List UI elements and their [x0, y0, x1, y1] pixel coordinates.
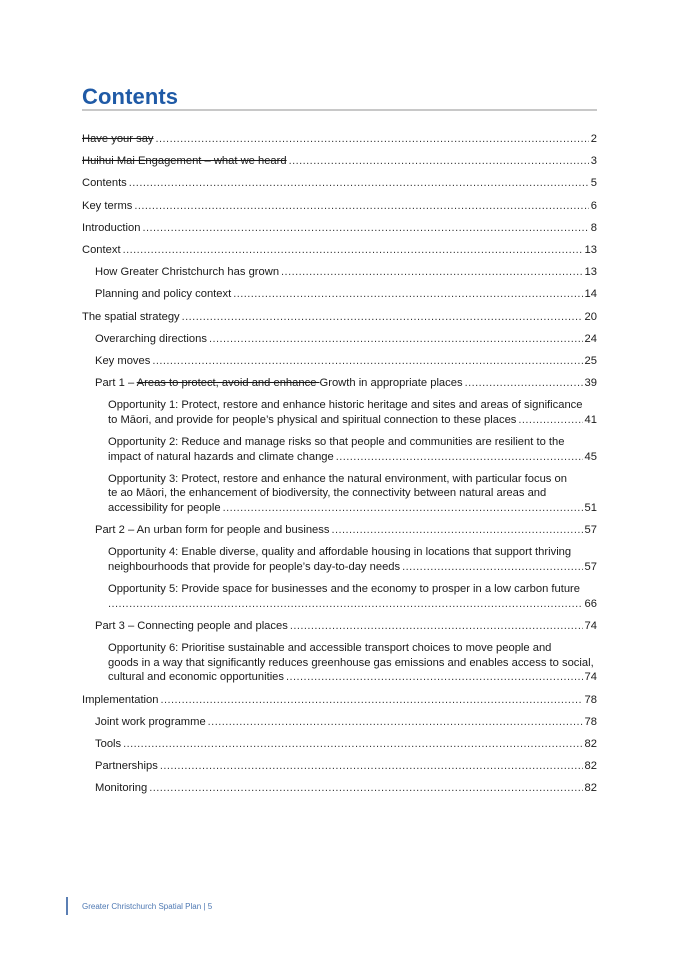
- toc-entry-text: accessibility for people: [108, 502, 221, 514]
- toc-page-number: 25: [584, 354, 597, 367]
- toc-page-number: 74: [584, 619, 597, 632]
- toc-entry-text-line-1: Opportunity 4: Enable diverse, quality and affordable housing in locations that support thriving: [108, 546, 572, 559]
- toc-leader: [336, 450, 583, 465]
- toc-page-number: 57: [584, 524, 597, 537]
- toc-entry-part-2[interactable]: [82, 523, 597, 538]
- toc-page-number: 2: [590, 133, 597, 145]
- toc-entry-planning-policy[interactable]: [82, 287, 597, 302]
- toc-page-number: 13: [584, 243, 597, 256]
- toc-page-number: 41: [584, 413, 597, 426]
- toc-entry-text: How Greater Christchurch has grown: [95, 266, 280, 279]
- table-of-contents: [82, 132, 597, 803]
- toc-leader: [142, 221, 588, 236]
- toc-leader: [465, 376, 583, 391]
- toc-leader: [518, 413, 582, 428]
- toc-entry-implementation[interactable]: [82, 693, 597, 708]
- toc-page-number: 13: [584, 266, 597, 279]
- toc-entry-tools[interactable]: [82, 737, 597, 752]
- toc-entry-text: The spatial strategy: [82, 310, 180, 323]
- toc-leader: [123, 243, 583, 258]
- toc-entry-text: Context: [82, 243, 121, 256]
- toc-entry-text: Monitoring: [95, 782, 148, 795]
- toc-entry-text-line-1: Opportunity 6: Prioritise sustainable and accessible transport choices to move people and: [108, 642, 552, 655]
- toc-entry-contents[interactable]: [82, 176, 597, 191]
- toc-entry-text: Part 2 – An urban form for people and business: [95, 524, 330, 537]
- toc-leader: [152, 354, 582, 369]
- toc-entry-text: neighbourhoods that provide for people’s day-to-day needs: [108, 560, 401, 573]
- toc-entry-part-3[interactable]: [82, 619, 597, 634]
- toc-page-number: 74: [584, 671, 597, 684]
- toc-entry-spatial-strategy[interactable]: [82, 310, 597, 325]
- toc-entry-text: Contents: [82, 177, 127, 190]
- toc-entry-text: Huihui Mai Engagement – what we heard: [82, 155, 287, 168]
- toc-entry-part-1[interactable]: [82, 376, 597, 391]
- toc-entry-text: Planning and policy context: [95, 288, 232, 301]
- toc-entry-text: Overarching directions: [95, 332, 207, 345]
- toc-page-number: 20: [584, 310, 597, 323]
- toc-page-number: 82: [584, 737, 597, 750]
- toc-leader: [286, 670, 583, 685]
- toc-entry-text: Have your say: [82, 133, 154, 145]
- toc-page-number: 51: [584, 502, 597, 514]
- toc-entry-new-text: Growth in appropriate places: [319, 377, 463, 390]
- toc-entry-opportunity-3[interactable]: [82, 472, 597, 516]
- toc-entry-text-line-1: Opportunity 2: Reduce and manage risks so that people and communities are resilient to the: [108, 436, 565, 449]
- toc-leader: [223, 501, 583, 516]
- toc-entry-text-line-2: te ao Māori, the enhancement of biodiversity, the connectivity between natural areas and: [108, 487, 547, 500]
- toc-entry-text: to Māori, and provide for people’s physical and spiritual connection to these places: [108, 413, 517, 426]
- toc-entry-have-your-say[interactable]: [82, 132, 597, 147]
- toc-entry-text: Partnerships: [95, 760, 158, 773]
- page-title: Contents: [82, 84, 179, 109]
- toc-entry-partnerships[interactable]: [82, 759, 597, 774]
- toc-entry-key-moves[interactable]: [82, 354, 597, 369]
- toc-entry-text-line-1: Opportunity 5: Provide space for businesses and the economy to prosper in a low carbon future: [108, 583, 581, 596]
- toc-page-number: 6: [590, 199, 597, 212]
- toc-leader: [156, 132, 589, 147]
- toc-leader: [402, 560, 582, 575]
- toc-entry-opportunity-2[interactable]: [82, 435, 597, 464]
- toc-entry-key-terms[interactable]: [82, 199, 597, 214]
- toc-leader: [281, 265, 583, 280]
- toc-entry-text-line-2: goods in a way that significantly reduces greenhouse gas emissions and enables access to social,: [108, 656, 594, 669]
- toc-entry-text: impact of natural hazards and climate change: [108, 450, 334, 463]
- toc-page-number: 78: [584, 715, 597, 728]
- toc-leader: [108, 597, 583, 612]
- toc-entry-text: Tools: [95, 737, 122, 750]
- toc-page-number: 24: [584, 332, 597, 345]
- toc-leader: [233, 287, 582, 302]
- toc-leader: [129, 176, 589, 191]
- toc-entry-opportunity-1[interactable]: [82, 398, 597, 427]
- toc-leader: [134, 199, 588, 214]
- toc-leader: [331, 523, 582, 538]
- toc-entry-introduction[interactable]: [82, 221, 597, 236]
- footer-accent-bar: [66, 897, 68, 915]
- toc-leader: [290, 619, 583, 634]
- toc-page-number: 5: [590, 177, 597, 190]
- toc-entry-text: Joint work programme: [95, 715, 206, 728]
- title-divider: [82, 109, 597, 111]
- page-footer: Greater Christchurch Spatial Plan | 5: [82, 902, 213, 911]
- toc-page-number: 82: [584, 760, 597, 773]
- toc-page-number: 78: [584, 693, 597, 706]
- toc-entry-monitoring[interactable]: [82, 781, 597, 796]
- toc-entry-struck-text: Areas to protect, avoid and enhance: [136, 377, 320, 390]
- toc-entry-opportunity-5[interactable]: [82, 582, 597, 611]
- toc-entry-text: Key moves: [95, 354, 151, 367]
- toc-entry-text: [95, 376, 463, 391]
- toc-entry-text: cultural and economic opportunities: [108, 671, 284, 684]
- toc-entry-how-grown[interactable]: [82, 265, 597, 280]
- toc-entry-joint-work-programme[interactable]: [82, 715, 597, 730]
- toc-entry-text: Key terms: [82, 199, 133, 212]
- toc-page-number: 66: [584, 597, 597, 610]
- toc-entry-text: Introduction: [82, 221, 141, 234]
- toc-leader: [209, 332, 583, 347]
- toc-entry-text: Implementation: [82, 693, 159, 706]
- toc-entry-opportunity-6[interactable]: [82, 641, 597, 685]
- toc-leader: [208, 715, 583, 730]
- toc-page-number: 45: [584, 450, 597, 463]
- toc-page-number: 14: [584, 288, 597, 301]
- toc-leader: [149, 781, 582, 796]
- toc-entry-opportunity-4[interactable]: [82, 545, 597, 574]
- toc-entry-prefix: Part 1 –: [95, 377, 137, 390]
- toc-page-number: 8: [590, 221, 597, 234]
- toc-page-number: 3: [590, 155, 597, 168]
- toc-page-number: 39: [584, 377, 597, 390]
- toc-page-number: 82: [584, 782, 597, 795]
- toc-leader: [161, 693, 583, 708]
- toc-entry-text: Part 3 – Connecting people and places: [95, 619, 288, 632]
- toc-leader: [289, 154, 589, 169]
- toc-page-number: 57: [584, 560, 597, 573]
- toc-entry-text-line-1: Opportunity 3: Protect, restore and enhance the natural environment, with particular focus on: [108, 472, 567, 485]
- toc-entry-overarching[interactable]: [82, 332, 597, 347]
- toc-leader: [123, 737, 582, 752]
- toc-entry-text-line-1: Opportunity 1: Protect, restore and enhance historic heritage and sites and areas of significance: [108, 399, 583, 412]
- toc-entry-context[interactable]: [82, 243, 597, 258]
- toc-leader: [182, 310, 583, 325]
- toc-entry-huihui-mai[interactable]: [82, 154, 597, 169]
- toc-leader: [160, 759, 583, 774]
